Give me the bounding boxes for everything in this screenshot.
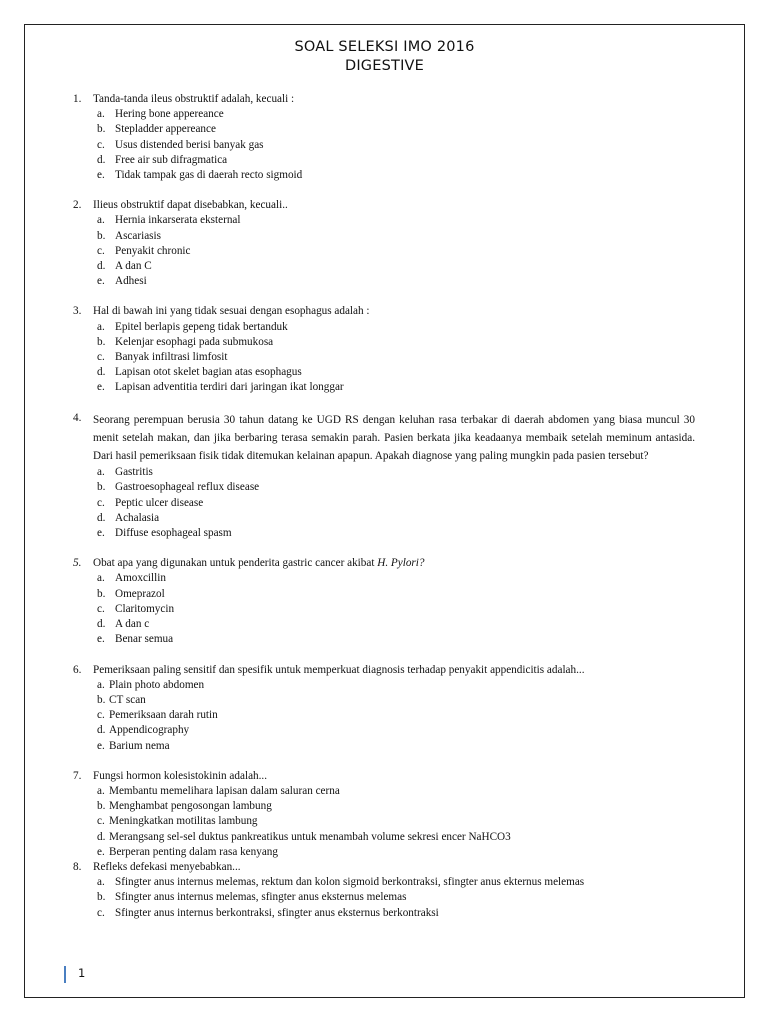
option-text: Membantu memelihara lapisan dalam saluran cerna <box>109 784 340 797</box>
option-letter: c. <box>97 602 105 615</box>
option-letter: b. <box>97 693 106 706</box>
option-letter: b. <box>97 800 106 813</box>
option-letter: a. <box>97 678 105 691</box>
page-title: SOAL SELEKSI IMO 2016 <box>294 39 475 55</box>
question-number: 5. <box>73 557 82 570</box>
option-a <box>97 107 695 122</box>
option-text: Usus distended berisi banyak gas <box>115 138 264 151</box>
option-text: Peptic ulcer disease <box>115 496 204 509</box>
option-letter: b. <box>97 335 106 348</box>
footer-accent-bar <box>64 966 66 983</box>
option-text: Lapisan adventitia terdiri dari jaringan ikat longgar <box>115 381 344 394</box>
page-number: 1 <box>78 966 86 980</box>
question-2 <box>73 198 695 213</box>
option-text: Hernia inkarserata eksternal <box>115 214 241 227</box>
option-text: Gastritis <box>115 466 153 479</box>
option-letter: e. <box>97 169 105 182</box>
option-d <box>97 830 695 845</box>
option-letter: a. <box>97 214 105 227</box>
options-list <box>73 213 695 289</box>
option-text: Tidak tampak gas di daerah recto sigmoid <box>115 169 303 182</box>
option-e <box>97 168 695 183</box>
option-text: Stepladder appereance <box>115 123 216 136</box>
question-number: 2. <box>73 199 82 212</box>
option-letter: a. <box>97 572 105 585</box>
option-e <box>97 845 695 860</box>
option-letter: e. <box>97 275 105 288</box>
option-a <box>97 465 695 480</box>
option-letter: e. <box>97 381 105 394</box>
option-b <box>97 587 695 602</box>
option-b <box>97 122 695 137</box>
option-b <box>97 480 695 495</box>
question-3 <box>73 304 695 319</box>
option-text: Barium nema <box>109 739 170 752</box>
option-text: Sfingter anus internus melemas, sfingter anus eksternus melemas <box>115 891 407 904</box>
option-a <box>97 320 695 335</box>
option-c <box>97 496 695 511</box>
option-c <box>97 602 695 617</box>
option-letter: b. <box>97 587 106 600</box>
option-text: Adhesi <box>115 275 147 288</box>
question-stem <box>93 556 695 571</box>
option-c <box>97 350 695 365</box>
option-a <box>97 213 695 228</box>
option-letter: a. <box>97 466 105 479</box>
option-d <box>97 259 695 274</box>
options-list <box>73 678 695 754</box>
option-text: Omeprazol <box>115 587 165 600</box>
option-text: Gastroesophageal reflux disease <box>115 481 260 494</box>
option-letter: d. <box>97 724 106 737</box>
options-list <box>73 107 695 183</box>
options-list <box>73 571 695 647</box>
option-text: Appendicography <box>109 724 190 737</box>
option-letter: a. <box>97 108 105 121</box>
question-list <box>73 92 695 921</box>
option-b <box>97 335 695 350</box>
question-5 <box>73 556 695 571</box>
option-text: CT scan <box>109 693 146 706</box>
option-a <box>97 678 695 693</box>
option-c <box>97 814 695 829</box>
option-text: Menghambat pengosongan lambung <box>109 800 272 813</box>
option-b <box>97 229 695 244</box>
option-text: Epitel berlapis gepeng tidak bertanduk <box>115 320 288 333</box>
option-letter: d. <box>97 153 106 166</box>
options-list <box>73 320 695 396</box>
option-text: Pemeriksaan darah rutin <box>109 709 218 722</box>
option-e <box>97 274 695 289</box>
options-list <box>73 784 695 860</box>
question-stem: Tanda-tanda ileus obstruktif adalah, kecuali : <box>93 93 295 105</box>
question-number: 8. <box>73 860 82 873</box>
question-1 <box>73 92 695 107</box>
option-letter: b. <box>97 481 106 494</box>
option-b <box>97 799 695 814</box>
option-text: Merangsang sel-sel duktus pankreatikus untuk menambah volume sekresi encer NaHCO3 <box>109 830 511 843</box>
option-text: Amoxcillin <box>115 572 166 585</box>
question-stem: Fungsi hormon kolesistokinin adalah... <box>93 769 268 782</box>
question-7 <box>73 769 695 784</box>
option-letter: d. <box>97 366 106 379</box>
option-text: A dan c <box>115 618 150 631</box>
option-text: Berperan penting dalam rasa kenyang <box>109 845 278 858</box>
question-number: 3. <box>73 305 82 318</box>
option-d <box>97 365 695 380</box>
options-list <box>73 875 695 921</box>
option-text: Kelenjar esophagi pada submukosa <box>115 335 274 348</box>
option-letter: c. <box>97 244 105 257</box>
option-b <box>97 890 695 905</box>
question-8 <box>73 860 695 875</box>
question-number: 6. <box>73 663 82 676</box>
option-a <box>97 784 695 799</box>
question-stem-italic: H. Pylori? <box>377 557 425 570</box>
option-text: Claritomycin <box>115 602 175 615</box>
option-text: Plain photo abdomen <box>109 678 205 691</box>
option-letter: c. <box>97 709 105 722</box>
option-d <box>97 153 695 168</box>
option-c <box>97 244 695 259</box>
option-letter: e. <box>97 527 105 540</box>
option-text: A dan C <box>115 260 152 273</box>
option-letter: b. <box>97 123 106 136</box>
question-stem: Ilieus obstruktif dapat disebabkan, kecuali.. <box>93 199 288 212</box>
option-text: Meningkatkan motilitas lambung <box>109 815 258 828</box>
option-b <box>97 693 695 708</box>
option-text: Free air sub difragmatica <box>115 153 228 166</box>
question-4 <box>73 411 695 466</box>
option-letter: c. <box>97 906 105 919</box>
option-c <box>97 138 695 153</box>
option-d <box>97 723 695 738</box>
option-d <box>97 511 695 526</box>
option-text: Hering bone appereance <box>115 108 224 121</box>
option-text: Ascariasis <box>115 229 161 242</box>
option-a <box>97 875 695 890</box>
option-text: Sfingter anus internus berkontraksi, sfingter anus eksternus berkontraksi <box>115 906 439 919</box>
question-stem: Pemeriksaan paling sensitif dan spesifik untuk memperkuat diagnosis terhadap penyakit appendicitis adalah... <box>93 663 585 676</box>
option-text: Penyakit chronic <box>115 244 191 257</box>
option-text: Lapisan otot skelet bagian atas esophagus <box>115 366 302 379</box>
page-subtitle: DIGESTIVE <box>344 58 425 74</box>
option-letter: c. <box>97 138 105 151</box>
option-letter: d. <box>97 618 106 631</box>
question-stem: Refleks defekasi menyebabkan... <box>93 860 241 873</box>
question-6 <box>73 663 695 678</box>
option-letter: c. <box>97 351 105 364</box>
option-letter: e. <box>97 845 105 858</box>
option-letter: d. <box>97 830 106 843</box>
question-number: 7. <box>73 769 82 782</box>
option-letter: c. <box>97 815 105 828</box>
question-number: 4. <box>73 411 82 424</box>
question-stem: Hal di bawah ini yang tidak sesuai dengan esophagus adalah : <box>93 305 370 318</box>
option-letter: d. <box>97 511 106 524</box>
question-number: 1. <box>73 93 82 105</box>
option-d <box>97 617 695 632</box>
option-letter: e. <box>97 739 105 752</box>
option-e <box>97 632 695 647</box>
option-e <box>97 380 695 395</box>
option-letter: b. <box>97 891 106 904</box>
options-list <box>73 465 695 541</box>
question-stem: Seorang perempuan berusia 30 tahun datang ke UGD RS dengan keluhan rasa terbakar di daerah abdomen yang biasa muncul 30 menit setelah makan, dan jika berbaring terasa semakin parah. Pasien berkata jika keadaanya membaik setelah meminum antasida. Dari hasil pemeriksaan fisik tidak ditemukan kelainan apapun. Apakah diagnose yang paling mungkin pada pasien tersebut? <box>93 413 695 463</box>
question-stem-text: Obat apa yang digunakan untuk penderita gastric cancer akibat <box>93 557 375 570</box>
option-e <box>97 739 695 754</box>
option-e <box>97 526 695 541</box>
option-letter: b. <box>97 229 106 242</box>
option-c <box>97 906 695 921</box>
option-letter: e. <box>97 633 105 646</box>
option-text: Diffuse esophageal spasm <box>115 527 232 540</box>
option-letter: a. <box>97 784 105 797</box>
option-text: Achalasia <box>115 511 160 524</box>
option-a <box>97 571 695 586</box>
option-letter: a. <box>97 876 105 889</box>
option-letter: c. <box>97 496 105 509</box>
option-text: Benar semua <box>115 633 174 646</box>
option-text: Sfingter anus internus melemas, rektum dan kolon sigmoid berkontraksi, sfingter anus ekternus melemas <box>115 876 585 889</box>
option-c <box>97 708 695 723</box>
option-text: Banyak infiltrasi limfosit <box>115 351 228 364</box>
option-letter: d. <box>97 260 106 273</box>
option-letter: a. <box>97 320 105 333</box>
